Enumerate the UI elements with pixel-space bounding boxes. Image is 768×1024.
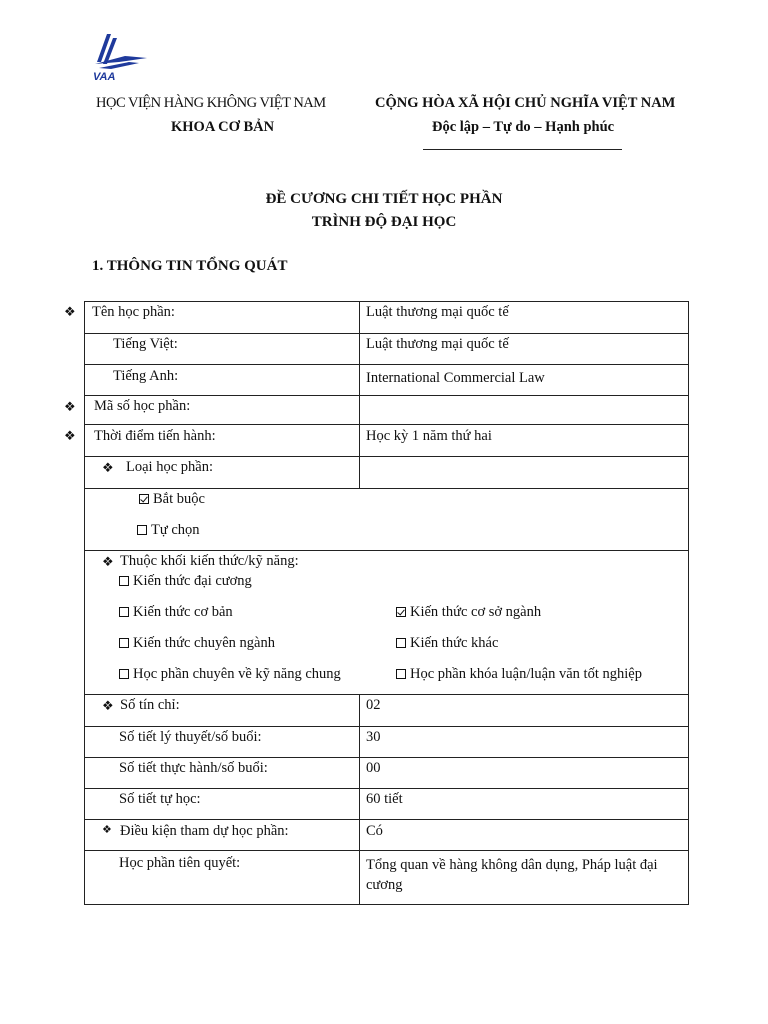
type-option-elective[interactable]: Tự chọn <box>137 522 200 539</box>
checkbox-icon[interactable] <box>119 669 129 679</box>
checkbox-icon[interactable] <box>119 607 129 617</box>
time-label: Thời điểm tiến hành: <box>94 428 216 444</box>
prerequisite-label: Học phần tiên quyết: <box>119 855 241 871</box>
knowledge-option[interactable]: Học phần chuyên về kỹ năng chung <box>119 666 341 683</box>
section-heading: 1. THÔNG TIN TỔNG QUÁT <box>92 258 288 274</box>
bullet-icon: ❖ <box>64 304 76 319</box>
vietnamese-label: Tiếng Việt: <box>113 336 178 352</box>
checkbox-icon[interactable] <box>119 638 129 648</box>
self-study-label: Số tiết tự học: <box>119 791 201 807</box>
conditions-value: Có <box>366 823 383 839</box>
document-subtitle: TRÌNH ĐỘ ĐẠI HỌC <box>311 214 457 230</box>
knowledge-label: Thuộc khối kiến thức/kỹ năng: <box>120 553 299 569</box>
bullet-icon: ❖ <box>102 460 114 475</box>
knowledge-option[interactable]: Học phần khóa luận/luận văn tốt nghiệp <box>396 666 642 683</box>
logo-text: VAA <box>93 71 116 83</box>
time-value: Học kỳ 1 năm thứ hai <box>366 428 492 444</box>
checkbox-icon[interactable] <box>396 669 406 679</box>
practice-value: 00 <box>366 760 381 776</box>
bullet-icon: ❖ <box>102 824 112 836</box>
theory-label: Số tiết lý thuyết/số buổi: <box>119 729 262 745</box>
vietnamese-value: Luật thương mại quốc tế <box>366 336 509 352</box>
credits-label: Số tín chỉ: <box>120 697 180 713</box>
knowledge-option[interactable]: Kiến thức khác <box>396 635 498 652</box>
institute-name: HỌC VIỆN HÀNG KHÔNG VIỆT NAM <box>96 95 326 111</box>
practice-label: Số tiết thực hành/số buổi: <box>119 760 268 776</box>
conditions-label: Điều kiện tham dự học phần: <box>120 823 289 839</box>
english-value: International Commercial Law <box>366 370 545 386</box>
course-code-label: Mã số học phần: <box>94 398 191 414</box>
country-name: CỘNG HÒA XÃ HỘI CHỦ NGHĨA VIỆT NAM <box>375 95 676 111</box>
self-study-value: 60 tiết <box>366 791 403 807</box>
vaa-logo <box>89 32 149 84</box>
type-option-compulsory[interactable]: Bắt buộc <box>139 491 205 508</box>
credits-value: 02 <box>366 697 381 713</box>
checkbox-icon[interactable] <box>119 576 129 586</box>
type-label: Loại học phần: <box>126 459 213 475</box>
course-name-label: Tên học phần: <box>92 304 175 320</box>
faculty-name: KHOA CƠ BẢN <box>171 119 275 135</box>
prerequisite-value: Tổng quan về hàng không dân dụng, Pháp luật đại cương <box>366 857 658 894</box>
bullet-icon: ❖ <box>64 399 76 414</box>
checked-checkbox-icon[interactable] <box>139 494 149 504</box>
bullet-icon: ❖ <box>102 698 114 713</box>
national-motto: Độc lập – Tự do – Hạnh phúc <box>432 119 615 135</box>
bullet-icon: ❖ <box>102 554 114 569</box>
motto-underline <box>423 149 622 150</box>
knowledge-option[interactable]: Kiến thức chuyên ngành <box>119 635 275 652</box>
knowledge-option[interactable]: Kiến thức cơ sở ngành <box>396 604 541 621</box>
theory-value: 30 <box>366 729 381 745</box>
knowledge-option[interactable]: Kiến thức cơ bản <box>119 604 233 621</box>
checkbox-icon[interactable] <box>396 638 406 648</box>
course-name-value: Luật thương mại quốc tế <box>366 304 509 320</box>
knowledge-option[interactable]: Kiến thức đại cương <box>119 573 252 590</box>
checked-checkbox-icon[interactable] <box>396 607 406 617</box>
document-title: ĐỀ CƯƠNG CHI TIẾT HỌC PHẦN <box>265 191 503 207</box>
bullet-icon: ❖ <box>64 428 76 443</box>
checkbox-icon[interactable] <box>137 525 147 535</box>
english-label: Tiếng Anh: <box>113 368 179 384</box>
